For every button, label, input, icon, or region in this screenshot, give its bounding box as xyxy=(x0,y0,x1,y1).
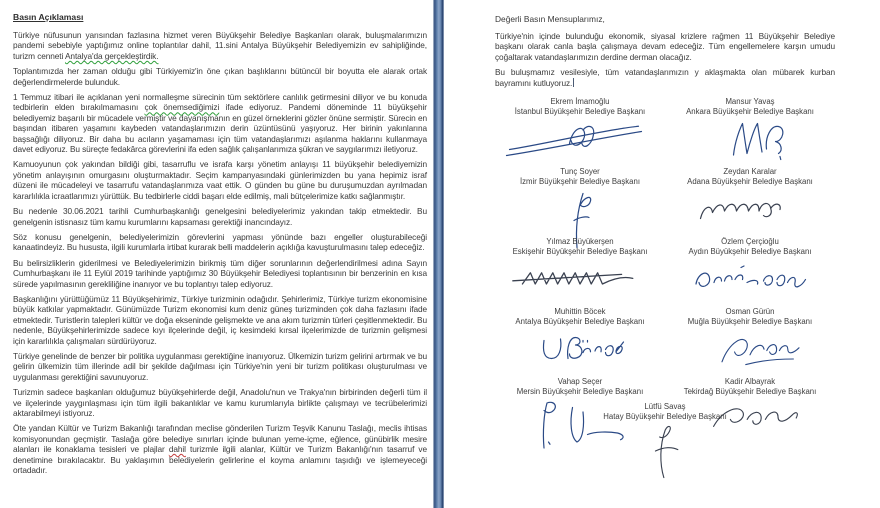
paragraph: Söz konusu genelgenin, belediyelerimizin görevlerini yapması yönünde bazı engeller oluşturabileceği kanaatindeyiz. Bu hususta, ilgili kurumlarla irtibat kurarak belli maddelerin açıklığa kavuşturulmasını talep edeceğiz. xyxy=(13,231,427,253)
signatory-title: Aydın Büyükşehir Belediye Başkanı xyxy=(688,246,812,256)
signature-ekrem-imamoglu xyxy=(500,118,660,160)
text-cursor xyxy=(573,78,574,87)
signatory-block-adana xyxy=(665,167,835,237)
signatory-title: Eskişehir Büyükşehir Belediye Başkanı xyxy=(512,246,648,256)
paragraph-text: Türkiye nüfusunun yarısından fazlasına hizmet veren Büyükşehir Belediye Başkanları olarak, buluşmalarımızın pandemi sebebiyle yaptığımız online toplantılar dahil, 11.sini Antalya Büyükşehir Belediyemizin ev sahipliğinde, turizm cenneti xyxy=(13,30,427,61)
paragraph xyxy=(13,92,427,154)
paragraph: Türkiye'nin içinde bulunduğu ekonomik, siyasal krizlere rağmen 11 Büyükşehir Belediye başkanı olarak canla başla çalışmaya devam edeceğiz. Tüm engellemelere karşın umudu çoğaltarak vatandaşlarımızın derdine derman olacağız. xyxy=(495,31,835,62)
signatory-block-eskisehir xyxy=(495,237,665,307)
signatory-block-izmir xyxy=(495,167,665,237)
signatory-title: Hatay Büyükşehir Belediye Başkanı xyxy=(603,411,727,421)
paragraph-text: Öte yandan Kültür ve Turizm Bakanlığı tarafından meclise gönderilen Turizm Teşvik Kanunu Taslağı, meclis ihtisas komisyonundan geçmiştir. Taslağa göre belediye sınırları içinde bulunan yeme-içme, eğlence, günübirlik mesire alanları ile konaklama tesisleri ve plajlar xyxy=(13,423,427,455)
signatory-name: Muhittin Böcek xyxy=(554,307,606,317)
grammar-check-underline: Antalya'da gerçekleştirdik. xyxy=(65,50,159,61)
signatory-title: Ankara Büyükşehir Belediye Başkanı xyxy=(686,106,814,116)
signatory-block-mugla xyxy=(665,307,835,377)
paragraph: Bu nedenle 30.06.2021 tarihli Cumhurbaşkanlığı genelgesini belediyelerimiz yakından takip etmektedir. Bu genelgenin istisnasız tüm kamu kurumlarını kapsaması gerektiği inancındayız. xyxy=(13,206,427,227)
signatory-name: Zeydan Karalar xyxy=(723,167,777,177)
signatory-name: Ekrem İmamoğlu xyxy=(550,97,610,107)
signatory-block-aydin xyxy=(665,237,835,307)
paragraph: Başkanlığını yürüttüğümüz 11 Büyükşehirimiz, Türkiye turizminin odağıdır. Şehirlerimiz, Türkiye turizm ekonomisine büyük katkılar yapmaktadır. Günümüzde Turizm ekonomisi kum deniz güneş turizminden çok daha fazlasını ifade etmektedir. Turistlerin talepleri kültür ve doğa ekseninde gelişmekte ve ana akım turizmin türleri çeşitlenmektedir. Bu nedenle, Büyükşehirlerimizde sadece kıyı ilçelerinde değil, iç kesimdeki kırsal ilçelerimizde de turizmin gelişmesi için kararlılıkla çalışmaları sürdürüyoruz. xyxy=(13,293,427,346)
salutation: Değerli Basın Mensuplarımız, xyxy=(495,14,605,24)
signature-muhittin-bocek xyxy=(505,328,655,368)
paragraph: Bu belirsizliklerin giderilmesi ve Belediyelerimizin birikmiş tüm diğer sorunlarının değerlendirilmesi adına Sayın Cumhurbaşkanı ile 11 Eylül 2019 tarihinde yaptığımız 30 Büyükşehir Belediyesi toplantısının bir benzerinin en kısa sürede yapılmasının gerekliliğine inanıyor ve bu toplantıyı talep ediyoruz. xyxy=(13,257,427,289)
signatory-title: İstanbul Büyükşehir Belediye Başkanı xyxy=(514,106,646,116)
paragraph xyxy=(13,30,427,61)
signature-ozlem-cercioglu xyxy=(675,258,825,298)
spell-check-underline: dahil xyxy=(168,444,186,455)
press-release-page-2 xyxy=(495,14,835,447)
signatory-name: Osman Gürün xyxy=(725,307,775,317)
paragraph xyxy=(13,423,427,475)
signatory-title: Muğla Büyükşehir Belediye Başkanı xyxy=(687,316,813,326)
paragraph-text: turizmle ilgili alanlar, Kültür ve Turizm Bakanlığı'nın tasarruf ve denetimine bırakılacaktır. Bu yaklaşımın belediyelerin gelirlerine el koyma anlamını taşıdığı ve işlemeyeceği ortadadır. xyxy=(13,444,427,476)
signatory-name: Kadir Albayrak xyxy=(724,377,776,387)
paragraph xyxy=(495,67,835,88)
paragraph: Turizmin sadece başkanları olduğumuz büyükşehirlerde değil, Anadolu'nun ve Trakya'nın birbirinden değerli tüm il ve ilçelerinde yaygınlaşması için tüm ilgili bakanlıklar ve kamu kurumlarıyla birlikte çalışmayı ve tecrübelerimizi aktarabilmeyi istiyoruz. xyxy=(13,387,427,418)
paragraph: Kamuoyunun çok yakından bildiği gibi, tasarruflu ve israfa karşı yönetim anlayışı 11 büyükşehir belediyemizin yönetim anlayışının omurgasını oluşturmaktadır. Seçim kampanyasındaki günlerimizden bu yana hepimiz israf düzeni ile mücadeleyi ve tasarrufu vatandaşlarımıza vaat ettik. O günden bu güne bu duruşumuzdan ayrılmadan kararlılıkla icraatlarımızı yürüttük. Bu tedbirlerle ciddi başarı elde edilmiş, mali bütçelerimize katkı sağlanmıştır. xyxy=(13,159,427,201)
signatory-name: Vahap Seçer xyxy=(557,377,603,387)
signatory-title: Tekirdağ Büyükşehir Belediye Başkanı xyxy=(683,386,817,396)
signatory-block-ankara xyxy=(665,97,835,167)
signatory-name: Mansur Yavaş xyxy=(725,97,775,107)
paragraph-text: Bu buluşmamız vesilesiyle, tüm vatandaşlarımızın y aklaşmakta olan mübarek kurban bayramını kutluyoruz. xyxy=(495,67,835,88)
page-edge-divider xyxy=(433,0,444,508)
signatory-title: İzmir Büyükşehir Belediye Başkanı xyxy=(519,176,641,186)
grammar-check-underline: çok önemsediğimizi xyxy=(144,102,220,113)
signature-mansur-yavas xyxy=(675,118,825,162)
signature-yilmaz-buyukersen xyxy=(500,258,660,294)
press-release-page-1 xyxy=(13,12,427,480)
signatory-name: Lütfü Savaş xyxy=(644,402,686,412)
signatory-name: Tunç Soyer xyxy=(560,167,600,177)
page-title: Basın Açıklaması xyxy=(13,12,84,22)
paragraph: Toplantımızda her zaman olduğu gibi Türkiyemiz'in öne çıkan başlıklarını bütüncül bir boyutta ele alarak ortak değerlendirmelerde bulunduk. xyxy=(13,66,427,87)
signature-osman-gurun xyxy=(680,328,820,376)
signature-lutfu-savas xyxy=(620,423,710,479)
signature-zeydan-karalar xyxy=(675,188,825,228)
paragraph-text: 1 Temmuz itibari ile açıklanan yeni normalleşme sürecinin tüm sektörlere canlılık getirmesini diliyor ve bu konuda tedbirlerin elden bırakılmamasını xyxy=(13,92,427,113)
signatory-title: Antalya Büyükşehir Belediye Başkanı xyxy=(515,316,645,326)
signatory-name: Özlem Çerçioğlu xyxy=(721,237,779,247)
signature-area xyxy=(495,97,835,447)
paragraph-text: ifade ediyoruz. Pandemi döneminde 11 büyükşehir belediyemiz başarılı bir mücadele vermiştir ve dayanışmanın en güzel örneklerini gözler önüne sermiştir. Sürecin en başından itibaren yaşamını kaybeden vatandaşlarımızın derin üzüntüsünü yaşıyoruz. Her birinin yakınlarına başsağlığı diliyoruz. Bir daha bu acıların yaşamaması için tüm vatandaşlarımızı aşılanma haklarını kullanmaya davet ediyoruz. Bu süreçte fedakârca görevlerini ifa eden sağlık çalışanlarımıza şükran ve saygılarımızı iletiyoruz. xyxy=(13,102,427,155)
signatory-block-hatay xyxy=(603,402,727,479)
signatory-title: Mersin Büyükşehir Belediye Başkanı xyxy=(516,386,644,396)
paragraph: Türkiye genelinde de benzer bir politika uygulanması gerektiğine inanıyoruz. Ülkemizin turizm gelirini artırmak ve bu gelirin ülkemizin tüm illerinde adil bir şekilde dağılması için Türkiye'nin yeni bir turizm politikası oluşturulması ve uygulanması gerektiğini savunuyoruz. xyxy=(13,350,427,382)
signatory-name: Yılmaz Büyükerşen xyxy=(546,237,614,247)
signatory-block-istanbul xyxy=(495,97,665,167)
signatory-title: Adana Büyükşehir Belediye Başkanı xyxy=(687,176,813,186)
signatory-block-antalya xyxy=(495,307,665,377)
